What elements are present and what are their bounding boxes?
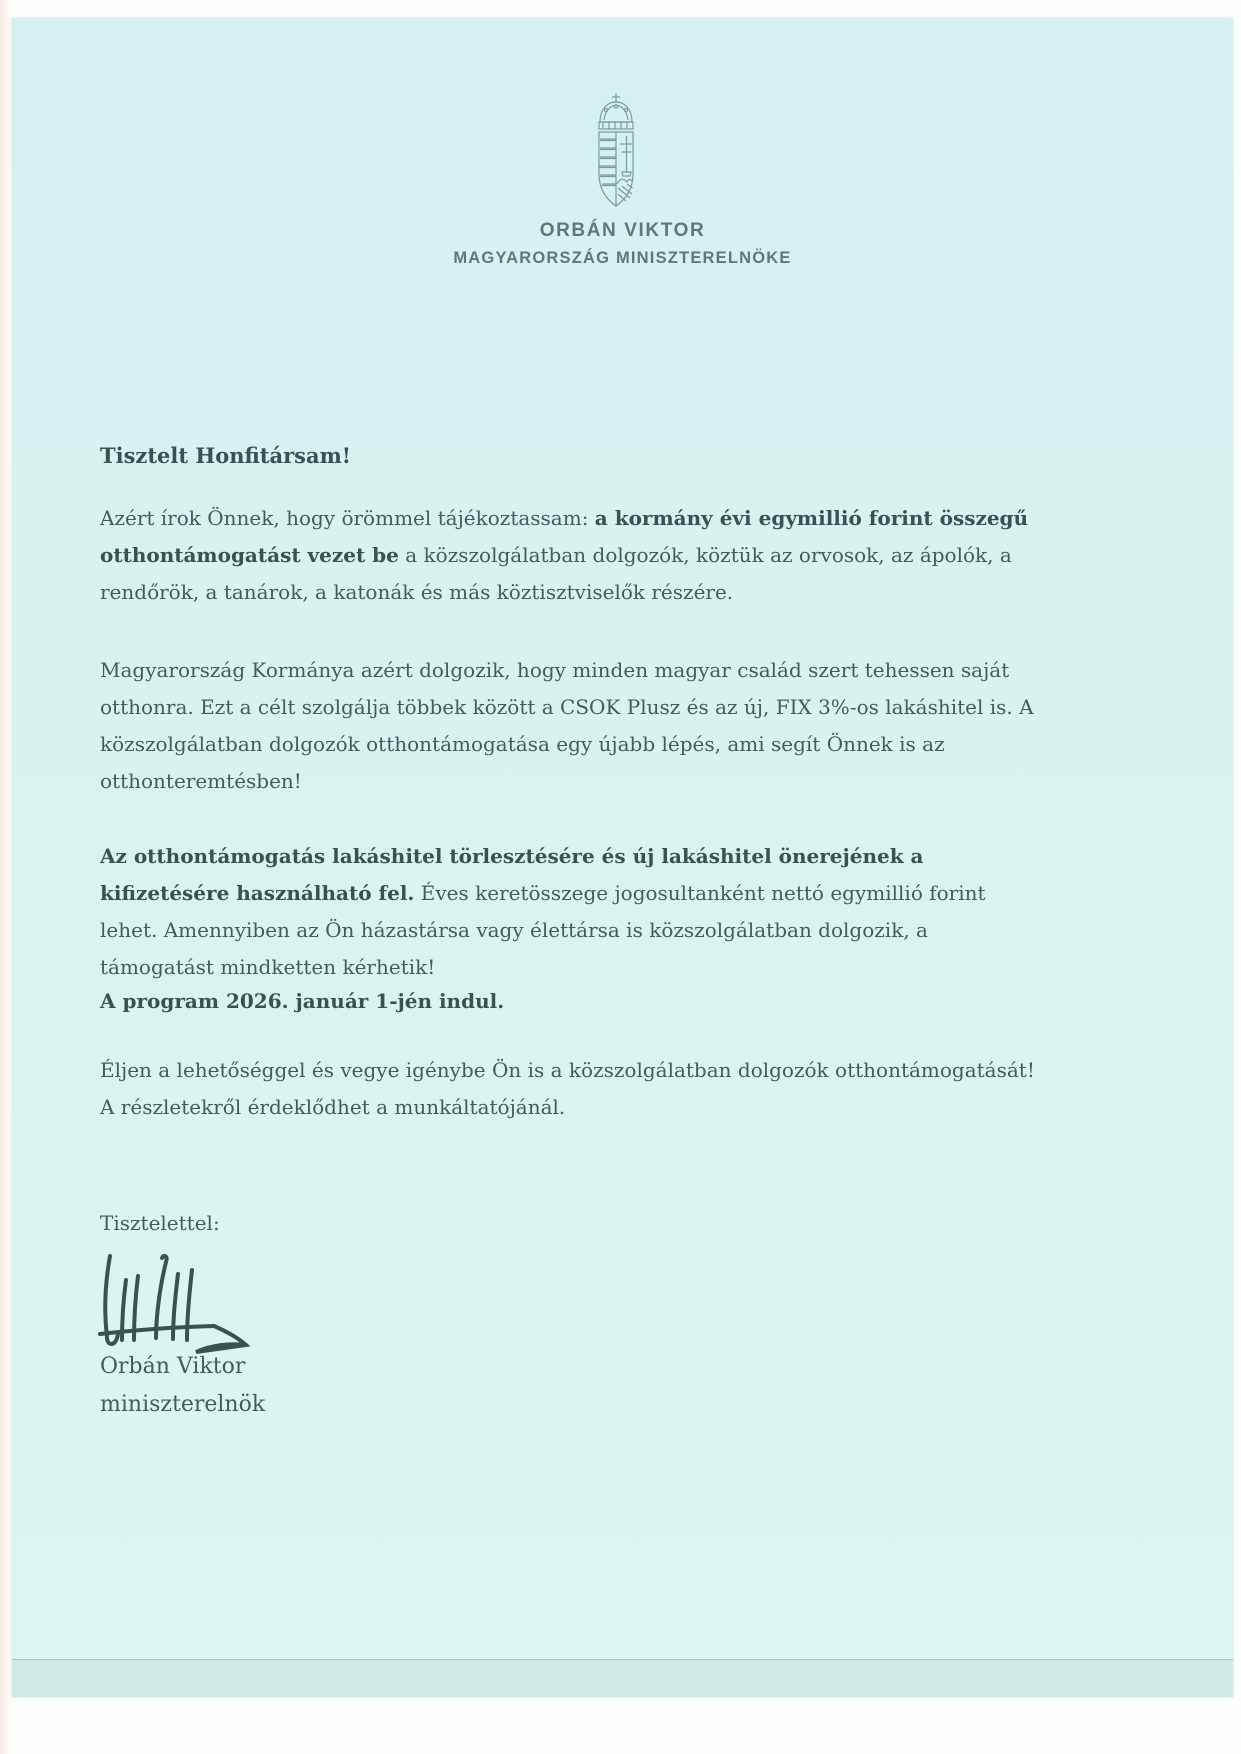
signatory-name: Orbán Viktor: [100, 1354, 246, 1379]
letter-paper: [12, 18, 1233, 1697]
text-run: Azért írok Önnek, hogy örömmel tájékoztassam:: [100, 506, 595, 530]
text-run: a közszolgálatban dolgozók, köztük az orvosok, az ápolók, a rendőrök, a tanárok, a katonák és más köztisztviselők részére.: [100, 543, 1012, 604]
text-run: Éljen a lehetőséggel és vegye igénybe Ön is a közszolgálatban dolgozók otthontámogatását! A részletekről érdeklődhet a munkáltatójánál.: [100, 1058, 1035, 1119]
paper-bottom-shade: [12, 1659, 1233, 1697]
paragraph-4: [100, 983, 1035, 1020]
closing: Tisztelettel:: [100, 1211, 220, 1235]
signature-icon: [96, 1246, 261, 1354]
hungary-coat-of-arms-icon: [584, 92, 648, 214]
paragraph-2: [100, 652, 1035, 800]
text-run: Éves keretösszege jogosultanként nettó egymillió forint lehet. Amennyiben az Ön házastársa vagy élettársa is közszolgálatban dolgozik, a támogatást mindketten kérhetik!: [100, 881, 986, 979]
text-run: Magyarország Kormánya azért dolgozik, hogy minden magyar család szert tehessen saját otthonra. Ezt a célt szolgálja többek között a CSOK Plusz és az új, FIX 3%-os lakáshitel is. A közszolgálatban dolgozók otthontámogatása egy újabb lépés, ami segít Önnek is az otthonteremtésben!: [100, 658, 1034, 793]
emphasis-text-run: Az otthontámogatás lakáshitel törlesztésére és új lakáshitel önerejének a kifizetésére használható fel.: [100, 844, 924, 905]
paragraph-1: [100, 500, 1035, 611]
scan-edge-strip: [0, 0, 12, 1754]
salutation: Tisztelt Honfitársam!: [100, 443, 352, 468]
paragraph-3: [100, 838, 1035, 986]
paragraph-5: [100, 1052, 1035, 1126]
pm-name-header: ORBÁN VIKTOR: [539, 220, 706, 241]
pm-title-header: MAGYARORSZÁG MINISZTERELNÖKE: [453, 249, 792, 267]
emphasis-text-run: a kormány évi egymillió forint összegű otthontámogatást vezet be: [100, 506, 1029, 567]
emphasis-text-run: A program 2026. január 1-jén indul.: [100, 989, 505, 1013]
signatory-title: miniszterelnök: [100, 1392, 266, 1417]
